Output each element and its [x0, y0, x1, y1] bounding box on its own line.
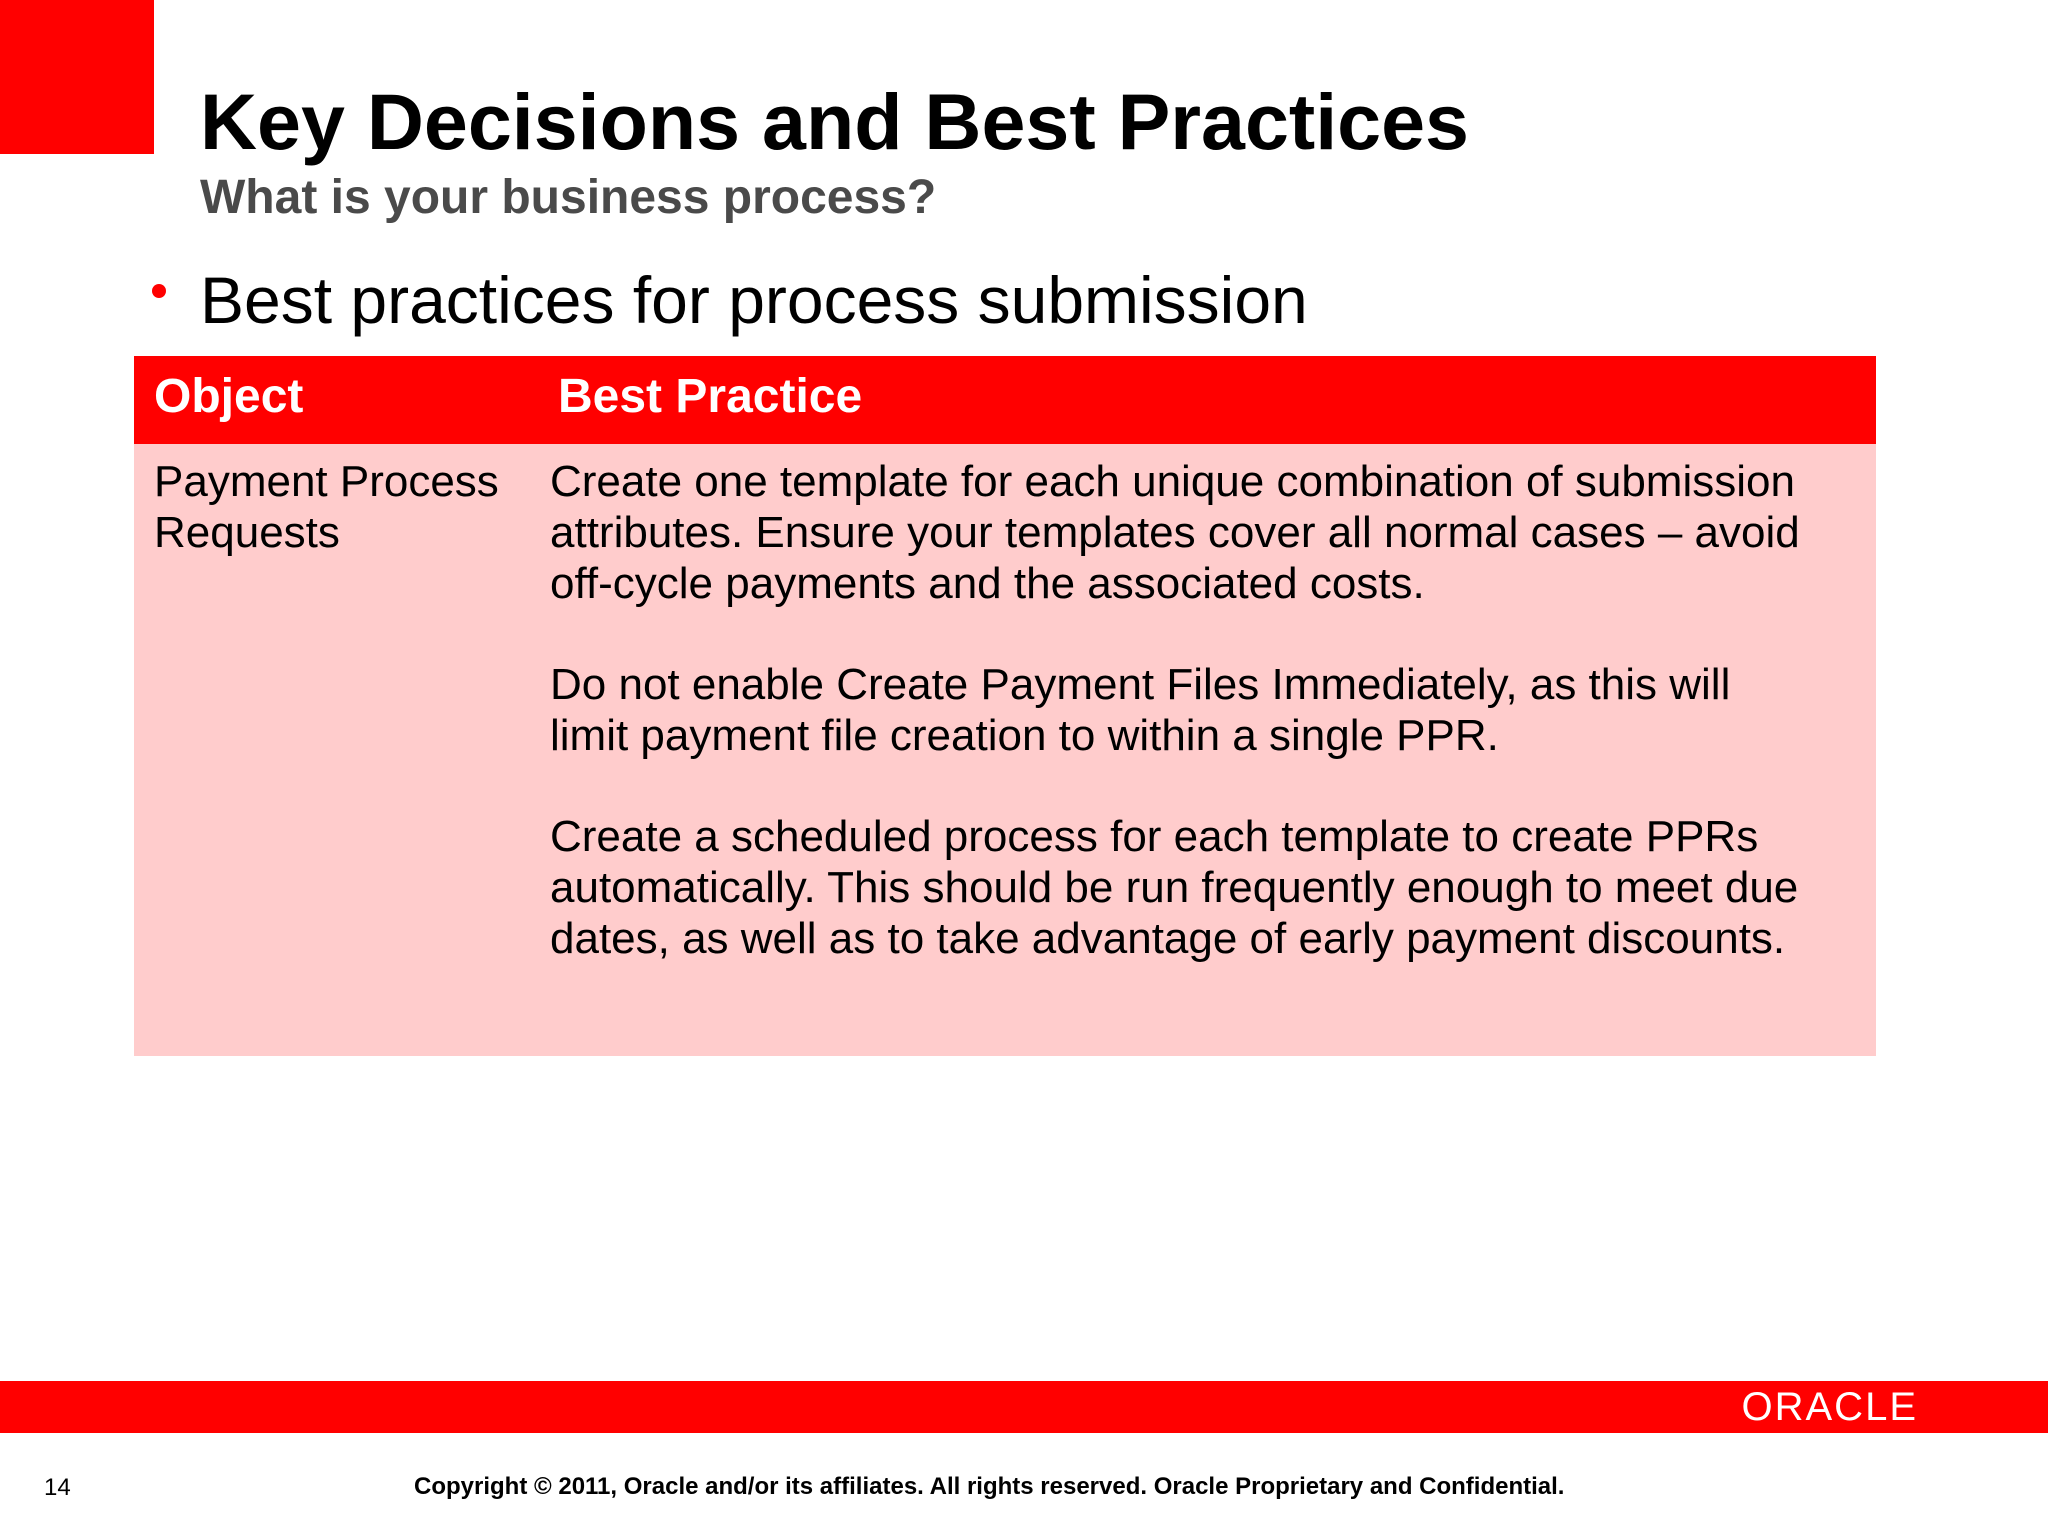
practice-paragraph: Create one template for each unique combination of submission attributes. Ensure your templates cover all normal cases – avoid off-cycle payments and the associated costs.	[550, 457, 1800, 608]
column-header-object: Object	[154, 370, 304, 423]
corner-accent-block	[0, 0, 154, 154]
best-practice-table	[134, 356, 1876, 1056]
cell-object: Payment Process Requests	[154, 457, 499, 557]
column-header-best-practice: Best Practice	[558, 370, 863, 423]
slide-title: Key Decisions and Best Practices	[200, 77, 1469, 166]
copyright-notice: Copyright © 2011, Oracle and/or its affiliates. All rights reserved. Oracle Proprietary and Confidential.	[414, 1473, 1565, 1500]
table-header	[134, 356, 1876, 444]
practice-paragraph: Do not enable Create Payment Files Immediately, as this will limit payment file creation to within a single PPR.	[550, 660, 1731, 760]
practice-paragraph: Create a scheduled process for each template to create PPRs automatically. This should be run frequently enough to meet due dates, as well as to take advantage of early payment discounts.	[550, 812, 1799, 963]
footer-bar	[0, 1381, 2048, 1433]
bullet-dot-icon	[152, 284, 166, 298]
cell-best-practice	[550, 456, 1850, 1014]
slide-subtitle: What is your business process?	[200, 171, 937, 224]
bullet-text: Best practices for process submission	[200, 263, 1308, 337]
oracle-logo: ORACLE	[1741, 1385, 1918, 1429]
page-number: 14	[44, 1474, 71, 1501]
bullet-item	[152, 260, 1308, 340]
